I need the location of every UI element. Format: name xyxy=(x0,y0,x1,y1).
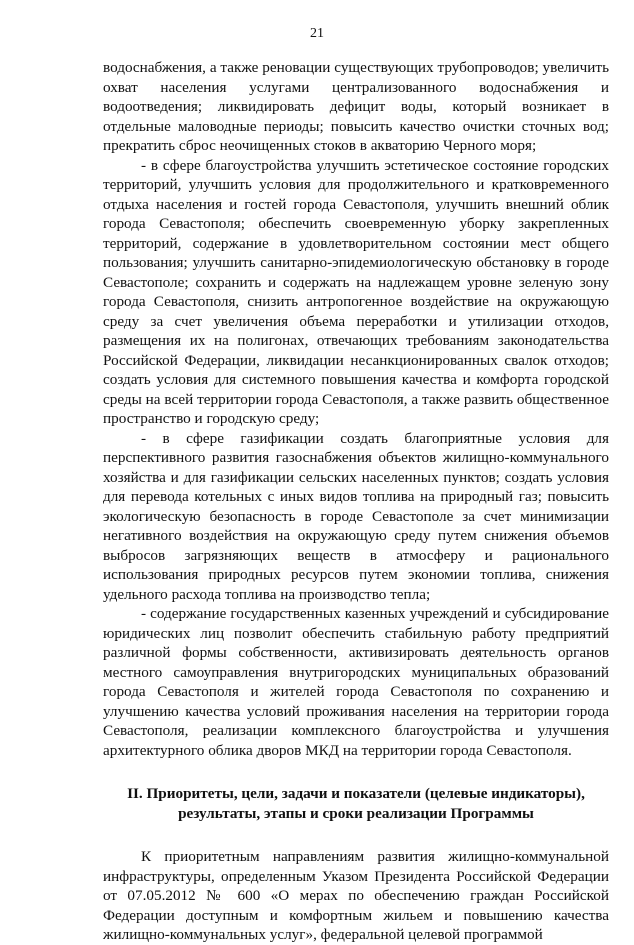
paragraph-water-supply: водоснабжения, а также реновации существующих трубопроводов; увеличить охват населения услугами централизованного водоснабжения и водоотведения; ликвидировать дефицит воды, который возникает в отдельные маловодные периоды; повысить качество очистки сточных вод; прекратить сброс неочищенных стоков в акваторию Черного моря; xyxy=(103,59,609,154)
section-heading-line-1: II. Приоритеты, цели, задачи и показатели (целевые индикаторы), xyxy=(127,785,585,802)
paragraph-gasification: - в сфере газификации создать благоприятные условия для перспективного развития газоснабжения объектов жилищно-коммунального хозяйства и для газификации сельских населенных пунктов; создать условия для перевода котельных с иных видов топлива на природный газ; повысить экологическую безопасность в городе Севастополе за счет минимизации негативного воздействия на окружающую среду путем снижения объемов выбросов загрязняющих веществ в атмосферу и рационального использования природных ресурсов путем экономии топлива, снижения удельного расхода топлива на производство тепла; xyxy=(103,429,609,603)
paragraph-priorities: К приоритетным направлениям развития жилищно-коммунальной инфраструктуры, определенным Указом Президента Российской Федерации от 07.05.2012 № 600 «О мерах по обеспечению граждан Российской Федерации доступным и комфортным жильем и повышению качества жилищно-коммунальных услуг», федеральной целевой программой xyxy=(103,848,609,943)
section-heading xyxy=(103,784,609,823)
document-body xyxy=(103,58,609,945)
page-number: 21 xyxy=(310,26,324,41)
paragraph-institutions: - содержание государственных казенных учреждений и субсидирование юридических лиц позволит обеспечить стабильную работу предприятий различной формы собственности, активизировать деятельность органов местного самоуправления внутригородских муниципальных образований города Севастополя и жителей города Севастополя по сохранению и улучшению качества условий проживания населения на территории города Севастополя, реализации комплексного благоустройства и улучшения архитектурного облика дворов МКД на территории города Севастополя. xyxy=(103,605,609,759)
paragraph-landscaping: - в сфере благоустройства улучшить эстетическое состояние городских территорий, улучшить условия для продолжительного и кратковременного отдыха населения и гостей города Севастополя, улучшить внешний облик города Севастополя; обеспечить своевременную уборку закрепленных территорий, содержание в удовлетворительном состоянии мест общего пользования; улучшить санитарно-эпидемиологическую обстановку в городе Севастополе; сохранить и содержать на надлежащем уровне зеленую зону города Севастополя, снизить антропогенное воздействие на окружающую среду за счет увеличения объема переработки и утилизации отходов, размещения их на полигонах, отвечающих требованиям законодательства Российской Федерации, ликвидации несанкционированных свалок отходов; создать условия для системного повышения качества и комфорта городской среды на всей территории города Севастополя, а также развить общественное пространство и городскую среду; xyxy=(103,156,609,427)
section-heading-line-2: результаты, этапы и сроки реализации Программы xyxy=(178,804,534,822)
